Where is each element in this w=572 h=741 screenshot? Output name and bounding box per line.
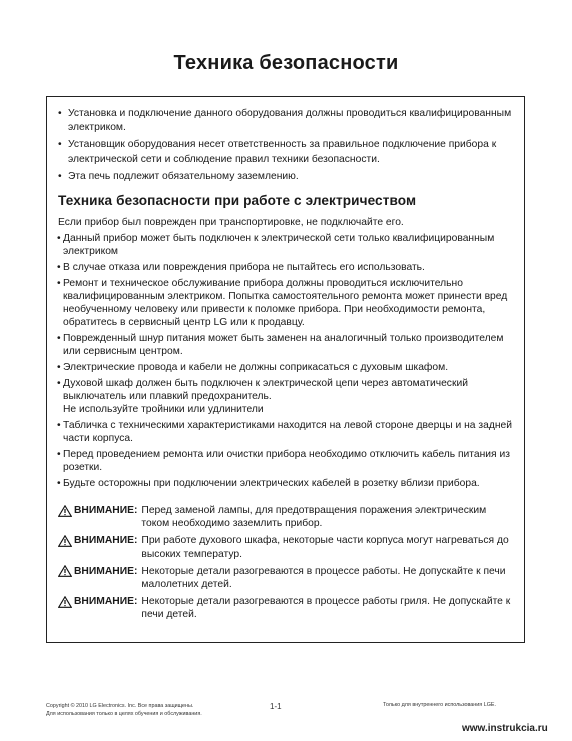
- warning-label-wrap: [58, 534, 137, 547]
- footer-copyright-block: [46, 702, 202, 718]
- page-title: Техника безопасности: [173, 52, 399, 74]
- warning-label-wrap: [58, 565, 137, 578]
- warning-text: Некоторые детали разогреваются в процессе работы гриля. Не допускайте к печи детей.: [141, 596, 511, 621]
- top-bullet: • Эта печь подлежит обязательному заземлению.: [58, 170, 516, 184]
- electrical-item: • Табличка с техническими характеристиками находится на левой стороне дверцы и на задней части корпуса.: [58, 419, 516, 445]
- electrical-item: • В случае отказа или повреждения прибора не пытайтесь его использовать.: [58, 261, 516, 274]
- warning-triangle-icon: [58, 565, 72, 577]
- electrical-item: • Данный прибор может быть подключен к электрической сети только квалифицированным электриком: [58, 232, 516, 258]
- warning-row: [58, 595, 516, 621]
- electrical-item: • Поврежденный шнур питания может быть заменен на аналогичный только производителем или сервисным центром.: [58, 332, 516, 358]
- warning-row: [58, 534, 516, 560]
- footer-internal: Только для внутреннего использования LGE.: [383, 702, 496, 708]
- electrical-item: • Духовой шкаф должен быть подключен к электрической цепи через автоматический выключатель или плавкий предохранитель. Не используйте тройники или удлинители: [58, 377, 516, 416]
- top-bullet-list: [58, 107, 516, 184]
- electrical-intro: Если прибор был поврежден при транспортировке, не подключайте его.: [58, 217, 404, 229]
- warnings-block: [58, 504, 516, 622]
- footer-usage: Для использования только в целях обучения и обслуживания.: [46, 711, 202, 717]
- warning-label: ВНИМАНИЕ:: [74, 505, 138, 517]
- electrical-item: • Перед проведением ремонта или очистки прибора необходимо отключить кабель питания из розетки.: [58, 448, 516, 474]
- electrical-item: • Электрические провода и кабели не должны соприкасаться с духовым шкафом.: [58, 361, 516, 374]
- warning-row: [58, 504, 516, 530]
- electrical-item: • Ремонт и техническое обслуживание прибора должны проводиться исключительно квалифицированным электриком. Попытка самостоятельного ремонта может принести вред необученному человеку или привести к поломке прибора. При необходимости ремонта, обратитесь в сервисный центр LG или к продавцу.: [58, 277, 516, 329]
- safety-content: [58, 107, 516, 626]
- warning-label-wrap: [58, 595, 137, 608]
- top-bullet: • Установка и подключение данного оборудования должны проводиться квалифицированным электриком.: [58, 107, 516, 135]
- warning-label: ВНИМАНИЕ:: [74, 565, 138, 577]
- warning-text: При работе духового шкафа, некоторые части корпуса могут нагреваться до высоких температур.: [141, 535, 509, 560]
- safety-box: [46, 96, 525, 643]
- electrical-list: [58, 232, 516, 490]
- page-number: 1-1: [270, 702, 282, 711]
- top-bullet: • Установщик оборудования несет ответственность за правильное подключение прибора к электрической сети и соблюдение правил техники безопасности.: [58, 138, 516, 166]
- warning-label-wrap: [58, 504, 137, 517]
- warning-row: [58, 565, 516, 591]
- watermark: www.instrukcia.ru: [462, 723, 548, 734]
- electrical-section-heading: Техника безопасности при работе с электричеством: [58, 193, 417, 209]
- warning-label: ВНИМАНИЕ:: [74, 535, 138, 547]
- warning-text: Перед заменой лампы, для предотвращения поражения электрическим током необходимо заземлить прибор.: [141, 505, 487, 530]
- warning-triangle-icon: [58, 505, 72, 517]
- warning-triangle-icon: [58, 596, 72, 608]
- warning-label: ВНИМАНИЕ:: [74, 596, 138, 608]
- warning-text: Некоторые детали разогреваются в процессе работы. Не допускайте к печи малолетних детей.: [141, 565, 506, 591]
- electrical-item: • Будьте осторожны при подключении электрических кабелей в розетку вблизи прибора.: [58, 477, 516, 490]
- warning-triangle-icon: [58, 535, 72, 547]
- footer-copyright: Copyright © 2010 LG Electronics. Inc. Все права защищены.: [46, 703, 194, 709]
